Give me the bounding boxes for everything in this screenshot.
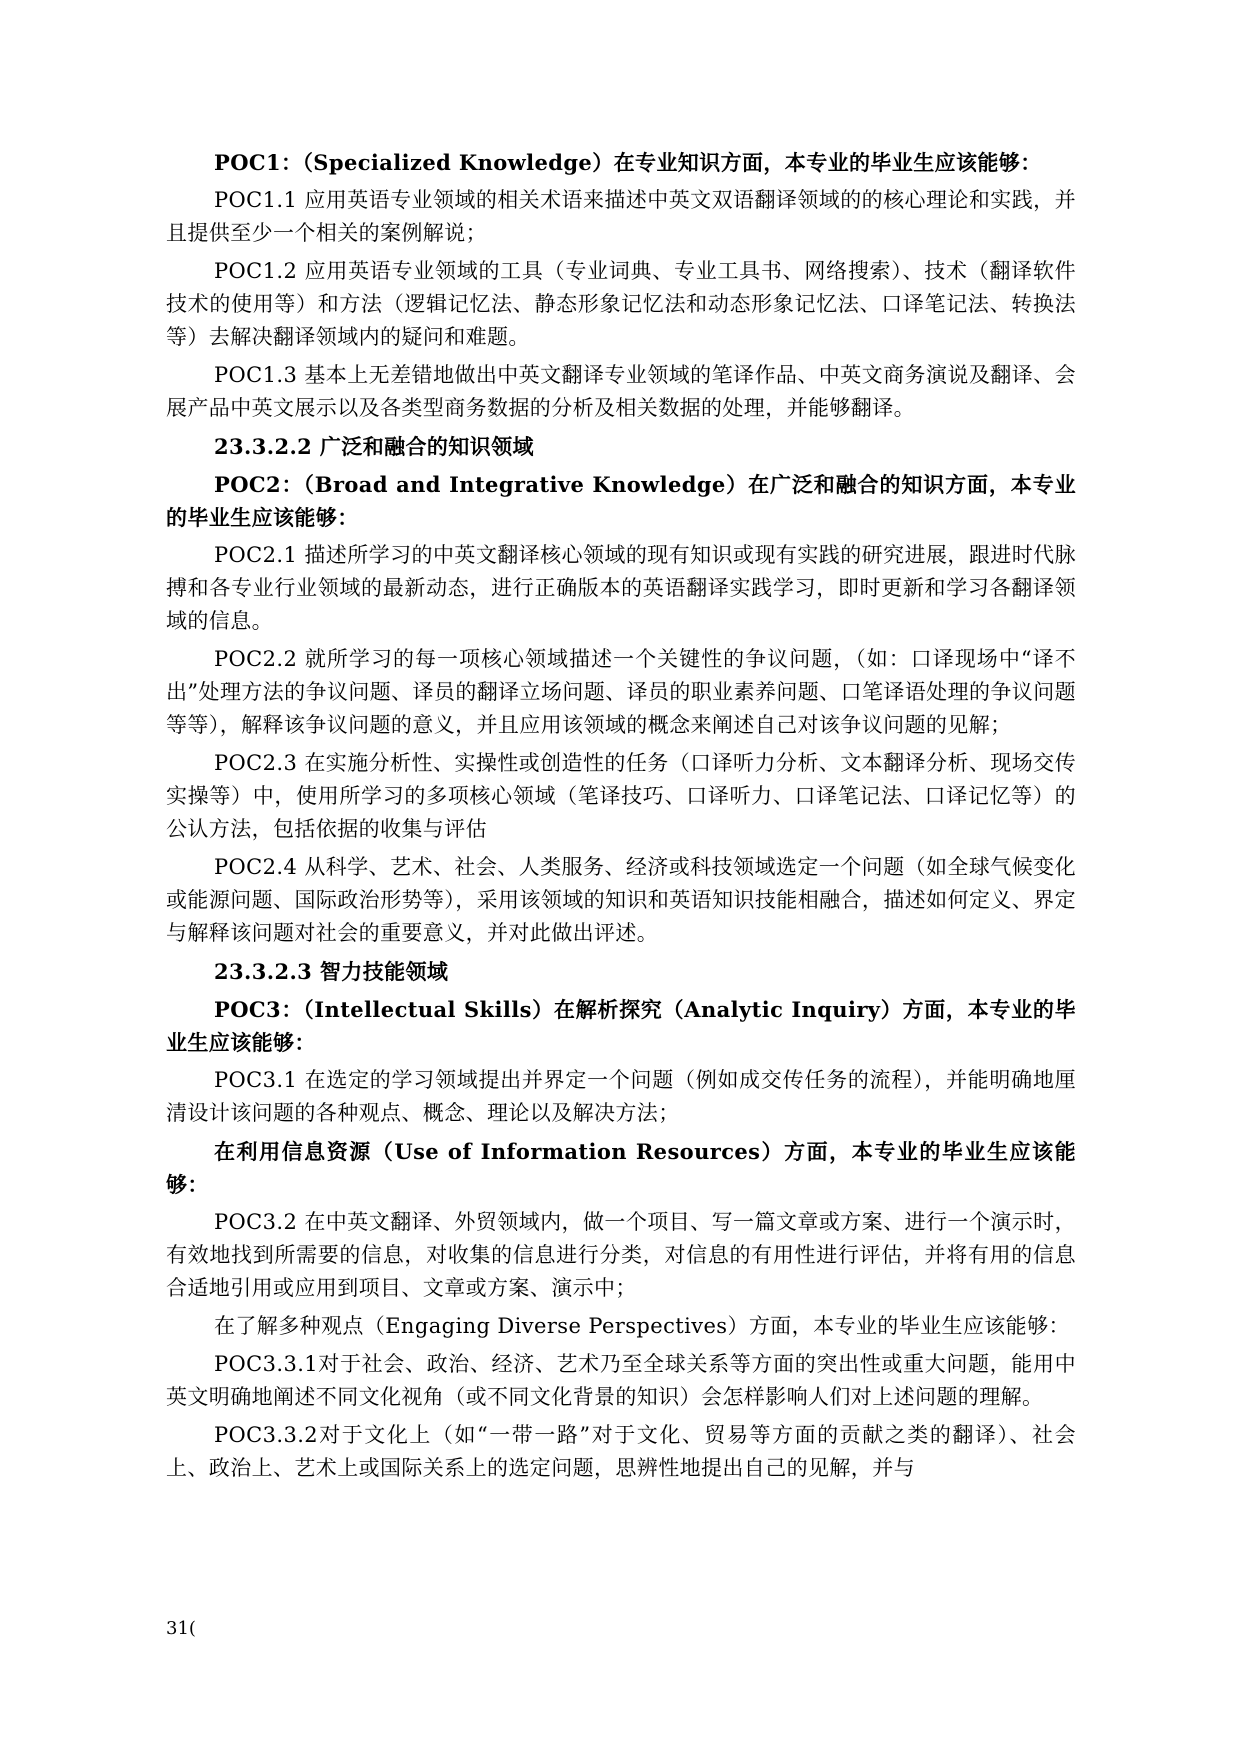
poc2-1-paragraph: POC2.1 描述所学习的中英文翻译核心领域的现有知识或现有实践的研究进展，跟进时代脉搏和各专业行业领域的最新动态，进行正确版本的英语翻译实践学习，即时更新和学习各翻译领域的信息。 xyxy=(166,543,1076,633)
poc2-4-paragraph: POC2.4 从科学、艺术、社会、人类服务、经济或科技领域选定一个问题（如全球气候变化或能源问题、国际政治形势等），采用该领域的知识和英语知识技能相融合，描述如何定义、界定与解释该问题对社会的重要意义，并对此做出评述。 xyxy=(166,855,1076,945)
poc2-2-paragraph: POC2.2 就所学习的每一项核心领域描述一个关键性的争议问题，（如：口译现场中“译不出”处理方法的争议问题、译员的翻译立场问题、译员的职业素养问题、口笔译语处理的争议问题等等），解释该争议问题的意义，并且应用该领域的概念来阐述自己对该争议问题的见解； xyxy=(166,647,1076,737)
poc3-3-1-paragraph: POC3.3.1对于社会、政治、经济、艺术乃至全球关系等方面的突出性或重大问题，能用中英文明确地阐述不同文化视角（或不同文化背景的知识）会怎样影响人们对上述问题的理解。 xyxy=(166,1352,1076,1409)
poc3-2-paragraph: POC3.2 在中英文翻译、外贸领域内，做一个项目、写一篇文章或方案、进行一个演示时，有效地找到所需要的信息，对收集的信息进行分类，对信息的有用性进行评估，并将有用的信息合适地引用或应用到项目、文章或方案、演示中； xyxy=(166,1210,1076,1300)
information-resources-heading: 在利用信息资源（Use of Information Resources）方面，本专业的毕业生应该能够： xyxy=(166,1139,1076,1197)
section-heading-23-3-2-2: 23.3.2.2 广泛和融合的知识领域 xyxy=(214,434,534,459)
poc1-heading: POC1：（Specialized Knowledge）在专业知识方面，本专业的毕业生应该能够： xyxy=(214,150,1042,175)
section-heading-23-3-2-3: 23.3.2.3 智力技能领域 xyxy=(214,959,449,984)
diverse-perspectives-intro: 在了解多种观点（Engaging Diverse Perspectives）方面，本专业的毕业生应该能够： xyxy=(214,1314,1070,1338)
poc1-2-paragraph: POC1.2 应用英语专业领域的工具（专业词典、专业工具书、网络搜索）、技术（翻译软件技术的使用等）和方法（逻辑记忆法、静态形象记忆法和动态形象记忆法、口译笔记法、转换法等）去解决翻译领域内的疑问和难题。 xyxy=(166,259,1076,349)
page-number: 31( xyxy=(166,1618,196,1639)
poc3-1-paragraph: POC3.1 在选定的学习领域提出并界定一个问题（例如成交传任务的流程），并能明确地厘清设计该问题的各种观点、概念、理论以及解决方法； xyxy=(166,1068,1076,1125)
poc1-1-paragraph: POC1.1 应用英语专业领域的相关术语来描述中英文双语翻译领域的的核心理论和实践，并且提供至少一个相关的案例解说； xyxy=(166,188,1076,245)
poc3-heading: POC3：（Intellectual Skills）在解析探究（Analytic Inquiry）方面，本专业的毕业生应该能够： xyxy=(166,997,1076,1055)
poc1-3-paragraph: POC1.3 基本上无差错地做出中英文翻译专业领域的笔译作品、中英文商务演说及翻译、会展产品中英文展示以及各类型商务数据的分析及相关数据的处理，并能够翻译。 xyxy=(166,363,1076,420)
poc3-3-2-paragraph: POC3.3.2对于文化上（如“一带一路”对于文化、贸易等方面的贡献之类的翻译）、社会上、政治上、艺术上或国际关系上的选定问题，思辨性地提出自己的见解，并与 xyxy=(166,1423,1076,1480)
poc2-heading: POC2：（Broad and Integrative Knowledge）在广泛和融合的知识方面，本专业的毕业生应该能够： xyxy=(166,472,1076,530)
poc2-3-paragraph: POC2.3 在实施分析性、实操性或创造性的任务（口译听力分析、文本翻译分析、现场交传实操等）中，使用所学习的多项核心领域（笔译技巧、口译听力、口译笔记法、口译记忆等）的公认方法，包括依据的收集与评估 xyxy=(166,751,1076,841)
document-body xyxy=(166,146,1076,1490)
